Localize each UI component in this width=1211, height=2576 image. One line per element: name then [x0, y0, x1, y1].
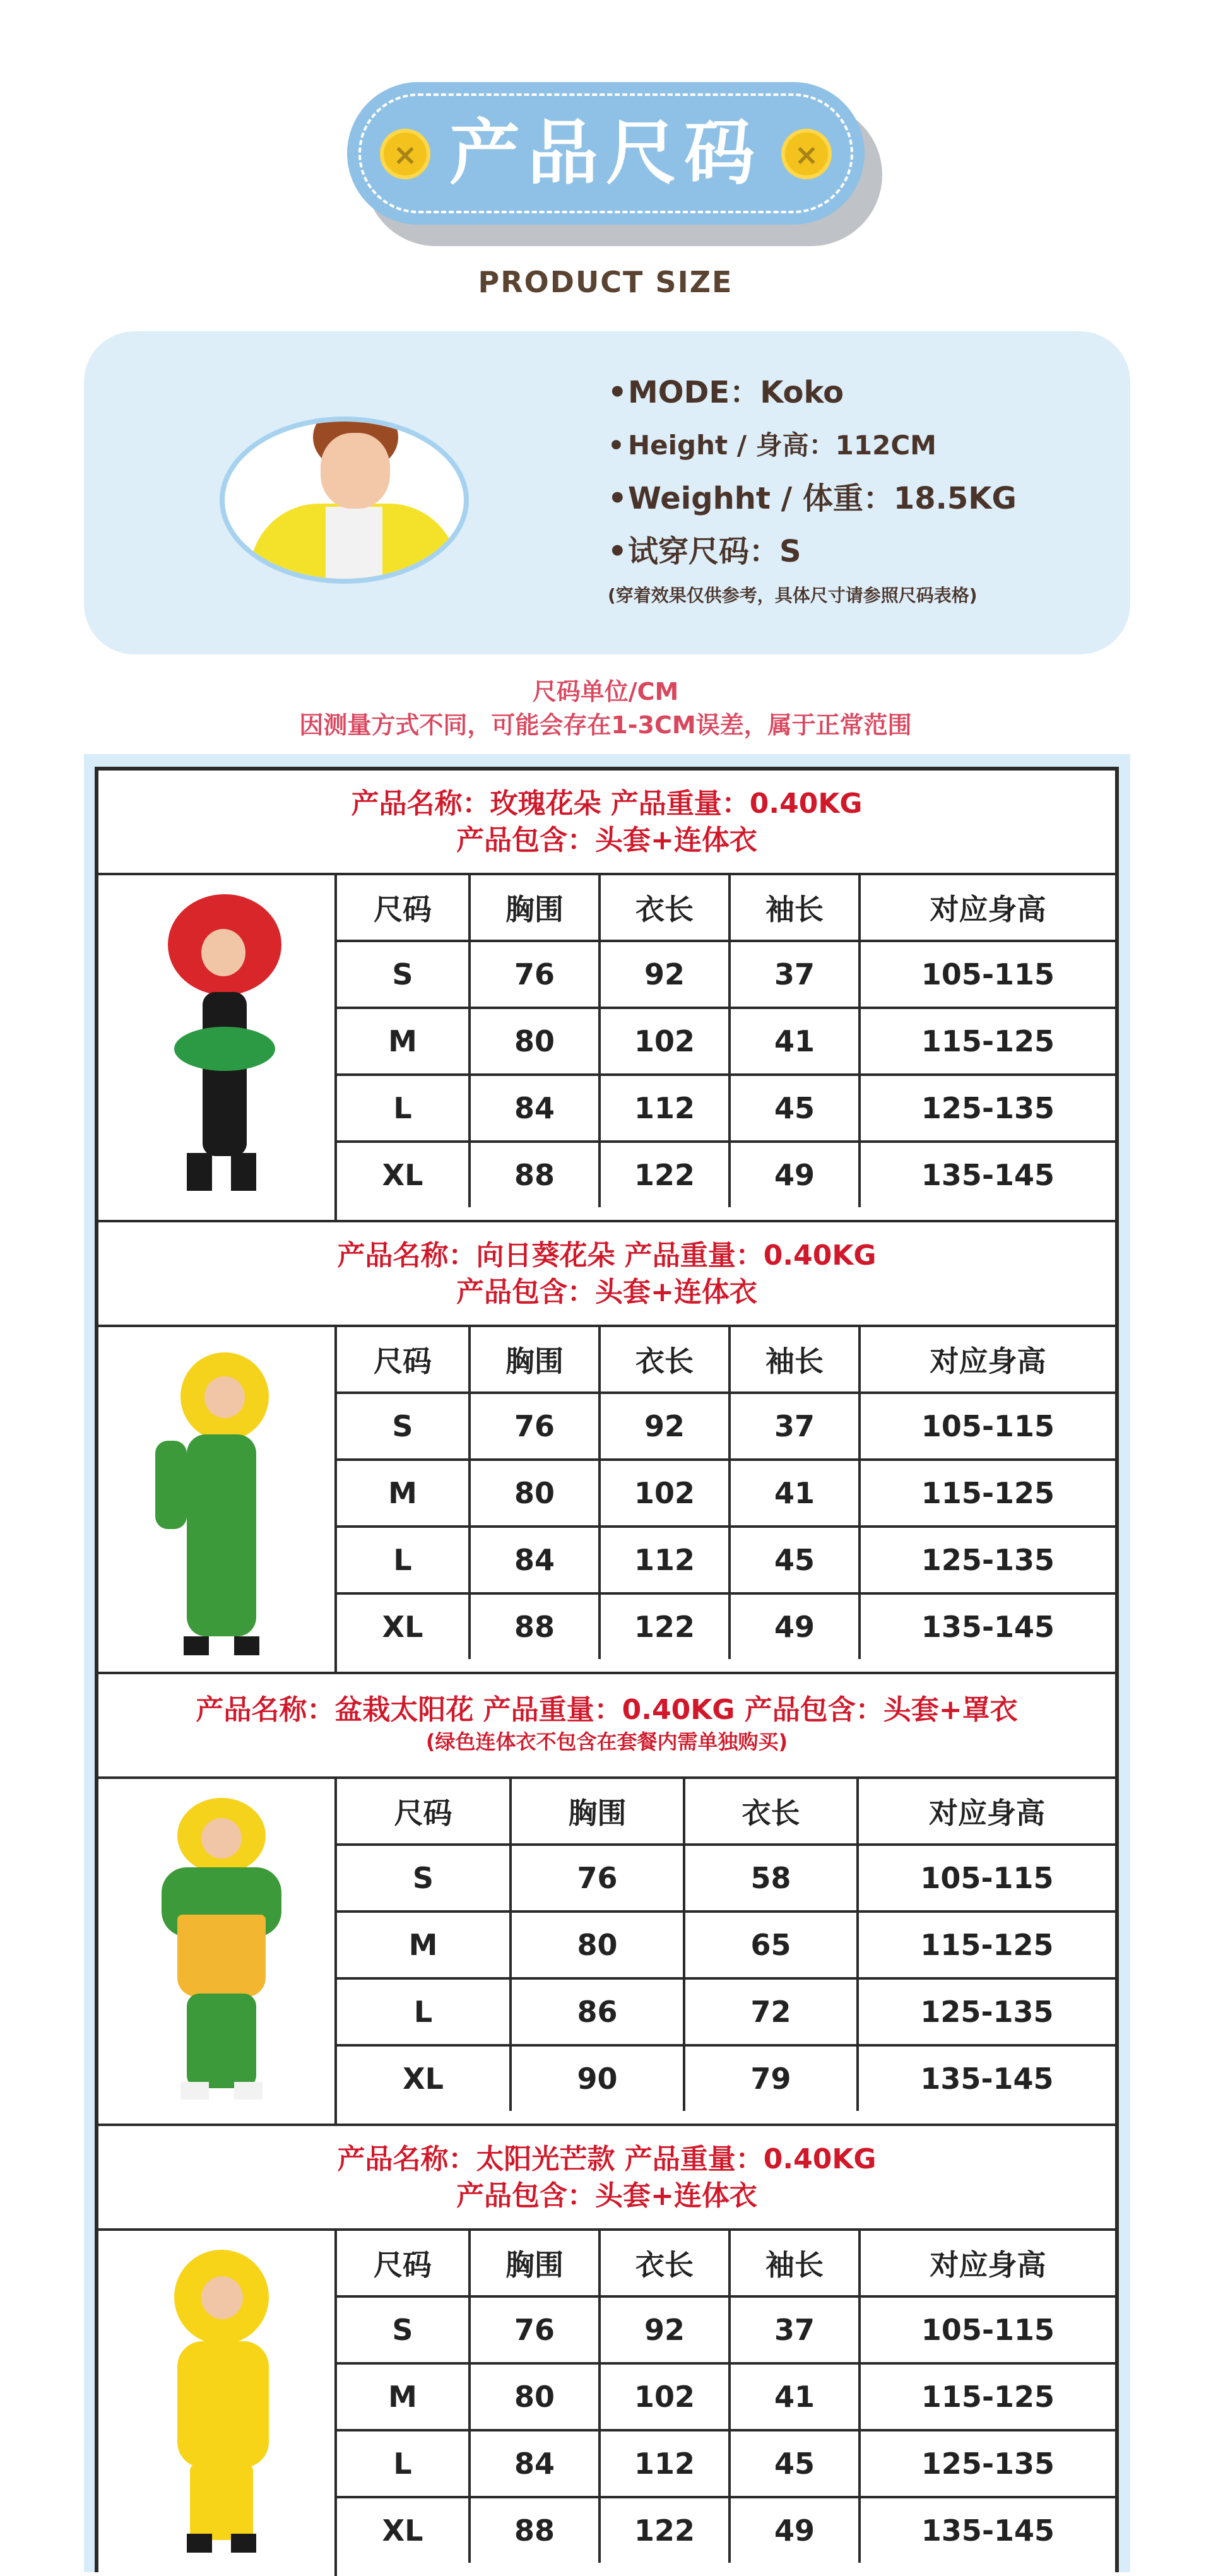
table-row [337, 1593, 1115, 1659]
cell-size: L [337, 2430, 470, 2497]
size-table-sun-rays [337, 2231, 1115, 2563]
cell-size: XL [337, 2045, 511, 2111]
table-row [337, 1008, 1115, 1075]
table-row [337, 1460, 1115, 1527]
size-table-sunflower [337, 1327, 1115, 1659]
cell-sleeve: 37 [730, 2296, 860, 2363]
cell-height: 125-135 [860, 1075, 1115, 1142]
product-header-potted-sunflower [98, 1674, 1115, 1779]
col-header-height: 对应身高 [860, 2231, 1115, 2296]
product-header-sun-rays [98, 2126, 1115, 2231]
sewing-button-icon [781, 129, 832, 179]
cell-length: 102 [600, 1460, 730, 1527]
sun-rays-costume-image [98, 2231, 337, 2576]
col-header-sleeve: 袖长 [730, 2231, 860, 2296]
col-header-chest: 胸围 [470, 1327, 600, 1393]
cell-height: 125-135 [860, 1527, 1115, 1593]
model-note: (穿着效果仅供参考，具体尺寸请参照尺码表格) [608, 585, 978, 606]
col-header-height: 对应身高 [860, 875, 1115, 941]
table-row [337, 2363, 1115, 2430]
cell-sleeve: 49 [730, 2497, 860, 2563]
col-header-length: 衣长 [600, 2231, 730, 2296]
cell-height: 125-135 [858, 1978, 1115, 2045]
cell-length: 122 [600, 2497, 730, 2563]
product-header-rose [98, 771, 1115, 875]
size-table-rose [337, 875, 1115, 1207]
model-info-card [84, 331, 1130, 654]
cell-length: 79 [684, 2045, 858, 2111]
cell-chest: 80 [470, 1460, 600, 1527]
col-header-size: 尺码 [337, 875, 470, 941]
cell-height: 105-115 [860, 941, 1115, 1008]
size-tables [95, 767, 1119, 2572]
cell-chest: 84 [470, 1075, 600, 1142]
cell-size: M [337, 1911, 511, 1978]
col-header-size: 尺码 [337, 2231, 470, 2296]
cell-size: L [337, 1527, 470, 1593]
cell-height: 125-135 [860, 2430, 1115, 2497]
cell-length: 72 [684, 1978, 858, 2045]
cell-size: XL [337, 1142, 470, 1207]
cell-length: 92 [600, 2296, 730, 2363]
table-row [337, 1393, 1115, 1460]
cell-sleeve: 37 [730, 1393, 860, 1460]
cell-length: 122 [600, 1593, 730, 1659]
size-unit: 尺码单位/CM [532, 678, 679, 706]
cell-size: L [337, 1075, 470, 1142]
cell-chest: 88 [470, 1142, 600, 1207]
model-photo [220, 417, 469, 600]
col-header-sleeve: 袖长 [730, 1327, 860, 1393]
cell-chest: 84 [470, 2430, 600, 2497]
cell-height: 105-115 [858, 1845, 1115, 1911]
cell-size: XL [337, 1593, 470, 1659]
product-section-rose [98, 875, 1115, 1222]
cell-size: S [337, 2296, 470, 2363]
cell-chest: 80 [470, 1008, 600, 1075]
product-name-weight: 产品名称：向日葵花朵 产品重量：0.40KG [337, 1239, 877, 1272]
col-header-chest: 胸围 [470, 2231, 600, 2296]
measurement-note: 因测量方式不同，可能会存在1-3CM误差，属于正常范围 [299, 711, 912, 739]
cell-sleeve: 41 [730, 1008, 860, 1075]
badge-pill [347, 82, 865, 225]
cell-length: 65 [684, 1911, 858, 1978]
cell-chest: 80 [511, 1911, 684, 1978]
table-row [337, 1911, 1115, 1978]
size-table-potted-sunflower [337, 1779, 1115, 2111]
cell-chest: 80 [470, 2363, 600, 2430]
cell-height: 115-125 [860, 1460, 1115, 1527]
product-section-sunflower [98, 1327, 1115, 1674]
cell-height: 135-145 [858, 2045, 1115, 2111]
table-row [337, 1527, 1115, 1593]
page-title: 产品尺码 [449, 112, 762, 194]
model-weight: •Weighht / 体重：18.5KG [608, 481, 1017, 516]
model-height: • Height / 身高：112CM [608, 430, 936, 461]
cell-chest: 76 [470, 1393, 600, 1460]
cell-sleeve: 45 [730, 1527, 860, 1593]
cell-chest: 76 [470, 2296, 600, 2363]
cell-height: 105-115 [860, 1393, 1115, 1460]
cell-length: 112 [600, 1075, 730, 1142]
cell-sleeve: 45 [730, 1075, 860, 1142]
rose-costume-image [98, 875, 337, 1220]
product-name-weight: 产品名称：太阳光芒款 产品重量：0.40KG [337, 2143, 877, 2175]
cell-size: M [337, 1460, 470, 1527]
product-section-sun-rays [98, 2231, 1115, 2576]
cell-sleeve: 49 [730, 1142, 860, 1207]
col-header-sleeve: 袖长 [730, 875, 860, 941]
product-includes: 产品包含：头套+连体衣 [456, 2180, 757, 2212]
cell-chest: 90 [511, 2045, 684, 2111]
cell-length: 112 [600, 1527, 730, 1593]
cell-length: 92 [600, 941, 730, 1008]
model-try-size: •试穿尺码：S [608, 534, 801, 569]
col-header-length: 衣长 [684, 1779, 858, 1845]
cell-size: XL [337, 2497, 470, 2563]
cell-length: 102 [600, 1008, 730, 1075]
cell-chest: 84 [470, 1527, 600, 1593]
col-header-height: 对应身高 [860, 1327, 1115, 1393]
table-row [337, 1845, 1115, 1911]
product-includes: 产品包含：头套+连体衣 [456, 824, 757, 856]
cell-length: 122 [600, 1142, 730, 1207]
table-row [337, 941, 1115, 1008]
cell-chest: 88 [470, 1593, 600, 1659]
product-note: (绿色连体衣不包含在套餐内需单独购买) [425, 1730, 788, 1754]
cell-height: 105-115 [860, 2296, 1115, 2363]
cell-chest: 76 [511, 1845, 684, 1911]
table-row [337, 2497, 1115, 2563]
product-name-weight: 产品名称：玫瑰花朵 产品重量：0.40KG [351, 788, 863, 820]
cell-size: M [337, 1008, 470, 1075]
table-row [337, 1978, 1115, 2045]
cell-height: 135-145 [860, 1142, 1115, 1207]
col-header-size: 尺码 [337, 1779, 511, 1845]
cell-chest: 88 [470, 2497, 600, 2563]
table-row [337, 1075, 1115, 1142]
cell-chest: 76 [470, 941, 600, 1008]
cell-length: 112 [600, 2430, 730, 2497]
cell-sleeve: 49 [730, 1593, 860, 1659]
cell-chest: 86 [511, 1978, 684, 2045]
cell-length: 102 [600, 2363, 730, 2430]
table-row [337, 2296, 1115, 2363]
potted-sunflower-costume-image [98, 1779, 337, 2124]
col-header-chest: 胸围 [511, 1779, 684, 1845]
cell-height: 135-145 [860, 2497, 1115, 2563]
cell-height: 115-125 [858, 1911, 1115, 1978]
col-header-chest: 胸围 [470, 875, 600, 941]
model-photo-frame [220, 417, 469, 584]
product-header-sunflower [98, 1222, 1115, 1327]
product-section-potted-sunflower [98, 1779, 1115, 2126]
cell-height: 135-145 [860, 1593, 1115, 1659]
table-row [337, 1142, 1115, 1207]
cell-sleeve: 37 [730, 941, 860, 1008]
cell-length: 58 [684, 1845, 858, 1911]
cell-size: M [337, 2363, 470, 2430]
cell-sleeve: 41 [730, 1460, 860, 1527]
product-includes: 产品包含：头套+连体衣 [456, 1276, 757, 1308]
cell-size: L [337, 1978, 511, 2045]
page-subtitle: PRODUCT SIZE [478, 265, 733, 299]
cell-sleeve: 45 [730, 2430, 860, 2497]
cell-length: 92 [600, 1393, 730, 1460]
cell-sleeve: 41 [730, 2363, 860, 2430]
table-row [337, 2045, 1115, 2111]
model-details [608, 366, 1113, 607]
sunflower-costume-image [98, 1327, 337, 1672]
col-header-height: 对应身高 [858, 1779, 1115, 1845]
cell-size: S [337, 1393, 470, 1460]
size-title-badge [347, 82, 887, 252]
cell-height: 115-125 [860, 1008, 1115, 1075]
cell-size: S [337, 941, 470, 1008]
col-header-length: 衣长 [600, 1327, 730, 1393]
model-name: •MODE：Koko [608, 375, 844, 410]
cell-size: S [337, 1845, 511, 1911]
product-name-weight: 产品名称：盆栽太阳花 产品重量：0.40KG 产品包含：头套+罩衣 [196, 1694, 1018, 1726]
table-row [337, 2430, 1115, 2497]
cell-height: 115-125 [860, 2363, 1115, 2430]
col-header-size: 尺码 [337, 1327, 470, 1393]
col-header-length: 衣长 [600, 875, 730, 941]
